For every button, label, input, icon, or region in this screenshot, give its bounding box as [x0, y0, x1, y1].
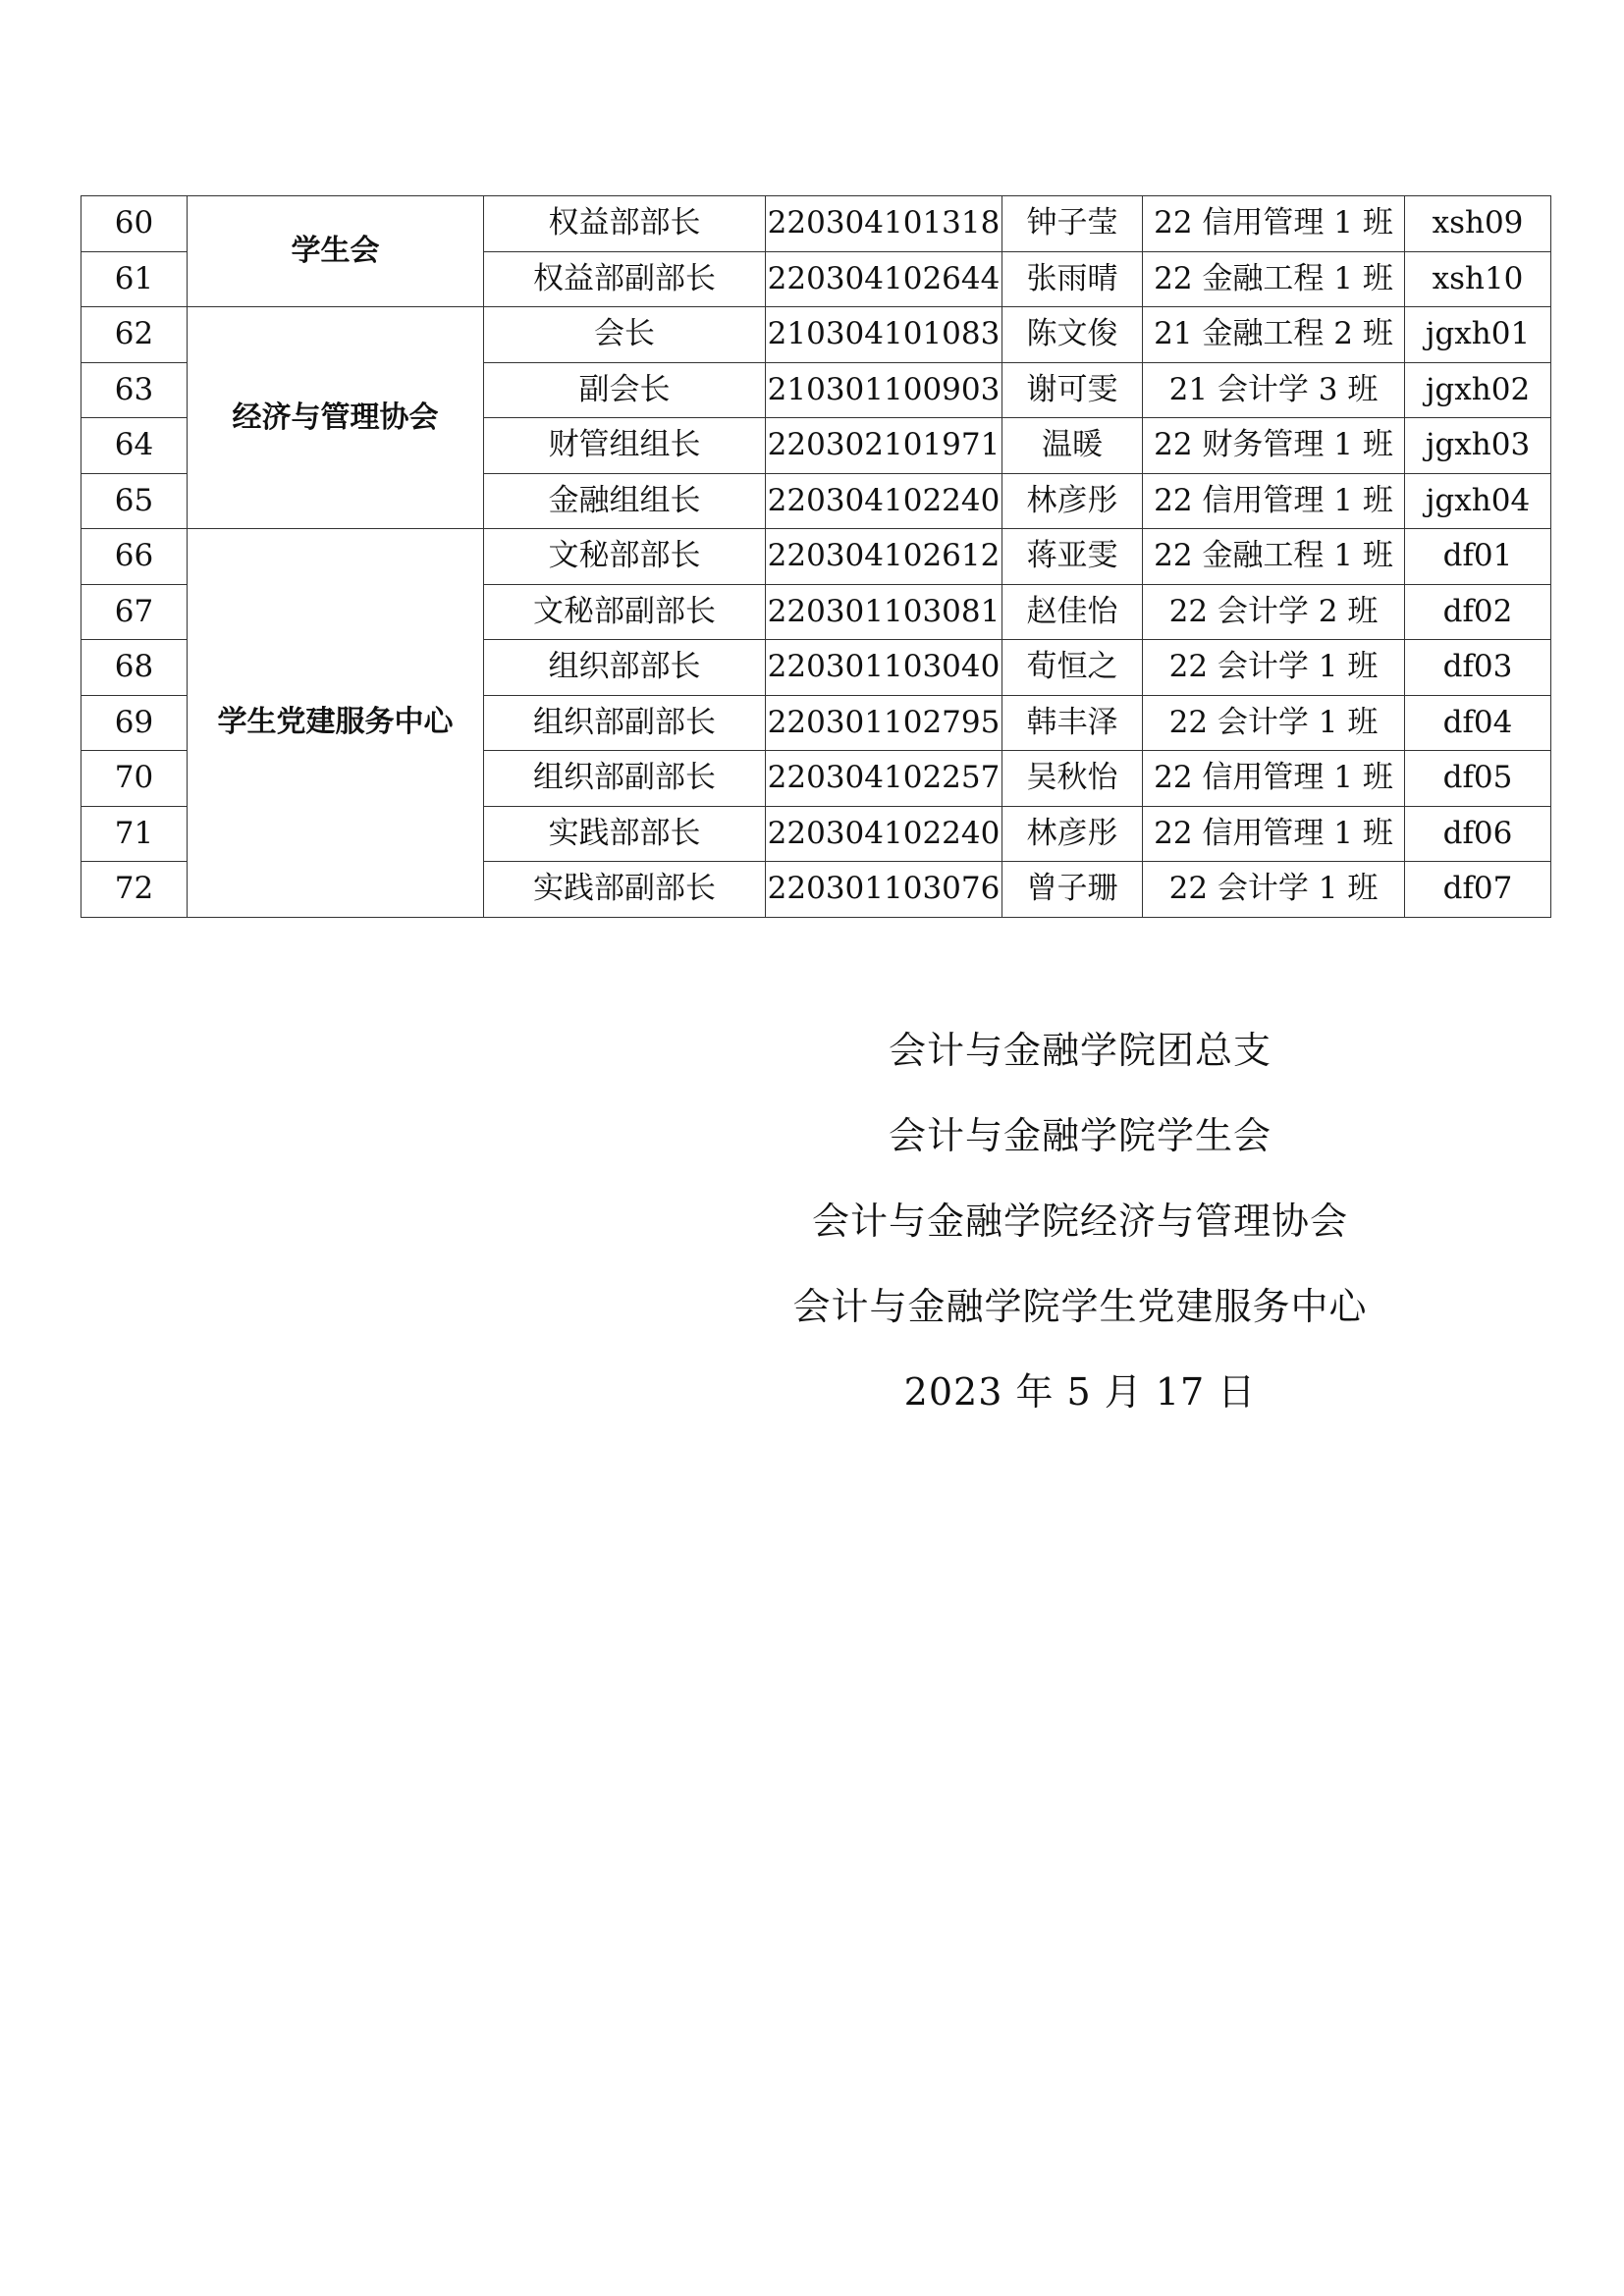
class-cell: 21 会计学 3 班	[1143, 362, 1405, 418]
position-cell: 实践部副部长	[484, 862, 766, 918]
student-id-cell: 220304102612	[766, 529, 1002, 585]
student-name-cell: 韩丰泽	[1002, 695, 1143, 751]
row-number-cell: 72	[81, 862, 188, 918]
class-cell: 22 金融工程 1 班	[1143, 251, 1405, 307]
table-row	[81, 196, 1551, 252]
student-name-cell: 赵佳怡	[1002, 584, 1143, 640]
signature-line-party-service-center: 会计与金融学院学生党建服务中心	[792, 1285, 1368, 1328]
organization-cell: 学生会	[188, 196, 484, 307]
organization-cell: 学生党建服务中心	[188, 529, 484, 918]
position-cell: 会长	[484, 307, 766, 363]
row-number-cell: 67	[81, 584, 188, 640]
student-name-cell: 林彦彤	[1002, 473, 1143, 529]
class-cell: 22 会计学 1 班	[1143, 695, 1405, 751]
signature-block	[589, 1017, 1571, 1444]
row-number-cell: 61	[81, 251, 188, 307]
student-id-cell: 220304101318	[766, 196, 1002, 252]
signature-line-youth-league: 会计与金融学院团总支	[888, 1029, 1272, 1072]
class-cell: 22 财务管理 1 班	[1143, 418, 1405, 474]
code-cell: jgxh01	[1405, 307, 1551, 363]
signature-line-econ-mgmt-association: 会计与金融学院经济与管理协会	[811, 1200, 1348, 1243]
position-cell: 文秘部部长	[484, 529, 766, 585]
student-name-cell: 谢可雯	[1002, 362, 1143, 418]
student-name-cell: 吴秋怡	[1002, 751, 1143, 807]
student-id-cell: 220301102795	[766, 695, 1002, 751]
class-cell: 22 会计学 2 班	[1143, 584, 1405, 640]
code-cell: xsh09	[1405, 196, 1551, 252]
position-cell: 权益部部长	[484, 196, 766, 252]
student-name-cell: 蒋亚雯	[1002, 529, 1143, 585]
position-cell: 组织部副部长	[484, 751, 766, 807]
code-cell: xsh10	[1405, 251, 1551, 307]
position-cell: 财管组组长	[484, 418, 766, 474]
row-number-cell: 68	[81, 640, 188, 696]
student-id-cell: 210301100903	[766, 362, 1002, 418]
row-number-cell: 69	[81, 695, 188, 751]
table-row	[81, 529, 1551, 585]
row-number-cell: 71	[81, 806, 188, 862]
row-number-cell: 70	[81, 751, 188, 807]
organization-cell: 经济与管理协会	[188, 307, 484, 529]
student-name-cell: 张雨晴	[1002, 251, 1143, 307]
student-id-cell: 220301103076	[766, 862, 1002, 918]
row-number-cell: 65	[81, 473, 188, 529]
code-cell: jgxh04	[1405, 473, 1551, 529]
class-cell: 22 会计学 1 班	[1143, 640, 1405, 696]
class-cell: 22 信用管理 1 班	[1143, 473, 1405, 529]
student-name-cell: 陈文俊	[1002, 307, 1143, 363]
roster-body	[81, 196, 1551, 918]
code-cell: df02	[1405, 584, 1551, 640]
row-number-cell: 60	[81, 196, 188, 252]
class-cell: 22 信用管理 1 班	[1143, 806, 1405, 862]
code-cell: jgxh02	[1405, 362, 1551, 418]
code-cell: jgxh03	[1405, 418, 1551, 474]
position-cell: 组织部部长	[484, 640, 766, 696]
signature-date: 2023 年 5 月 17 日	[903, 1370, 1257, 1414]
row-number-cell: 62	[81, 307, 188, 363]
code-cell: df03	[1405, 640, 1551, 696]
student-id-cell: 220301103040	[766, 640, 1002, 696]
signature-line-student-union: 会计与金融学院学生会	[888, 1114, 1272, 1157]
row-number-cell: 64	[81, 418, 188, 474]
class-cell: 22 信用管理 1 班	[1143, 196, 1405, 252]
position-cell: 金融组组长	[484, 473, 766, 529]
student-id-cell: 220304102240	[766, 473, 1002, 529]
position-cell: 组织部副部长	[484, 695, 766, 751]
row-number-cell: 63	[81, 362, 188, 418]
student-id-cell: 210304101083	[766, 307, 1002, 363]
student-name-cell: 钟子莹	[1002, 196, 1143, 252]
student-id-cell: 220304102257	[766, 751, 1002, 807]
class-cell: 21 金融工程 2 班	[1143, 307, 1405, 363]
position-cell: 权益部副部长	[484, 251, 766, 307]
code-cell: df06	[1405, 806, 1551, 862]
class-cell: 22 会计学 1 班	[1143, 862, 1405, 918]
position-cell: 实践部部长	[484, 806, 766, 862]
student-name-cell: 温暖	[1002, 418, 1143, 474]
position-cell: 文秘部副部长	[484, 584, 766, 640]
row-number-cell: 66	[81, 529, 188, 585]
code-cell: df05	[1405, 751, 1551, 807]
code-cell: df04	[1405, 695, 1551, 751]
code-cell: df01	[1405, 529, 1551, 585]
class-cell: 22 信用管理 1 班	[1143, 751, 1405, 807]
student-name-cell: 曾子珊	[1002, 862, 1143, 918]
table-row	[81, 307, 1551, 363]
student-name-cell: 荀恒之	[1002, 640, 1143, 696]
student-id-cell: 220302101971	[766, 418, 1002, 474]
student-id-cell: 220304102240	[766, 806, 1002, 862]
student-id-cell: 220301103081	[766, 584, 1002, 640]
student-name-cell: 林彦彤	[1002, 806, 1143, 862]
position-cell: 副会长	[484, 362, 766, 418]
class-cell: 22 金融工程 1 班	[1143, 529, 1405, 585]
code-cell: df07	[1405, 862, 1551, 918]
roster-table	[81, 195, 1551, 918]
student-id-cell: 220304102644	[766, 251, 1002, 307]
